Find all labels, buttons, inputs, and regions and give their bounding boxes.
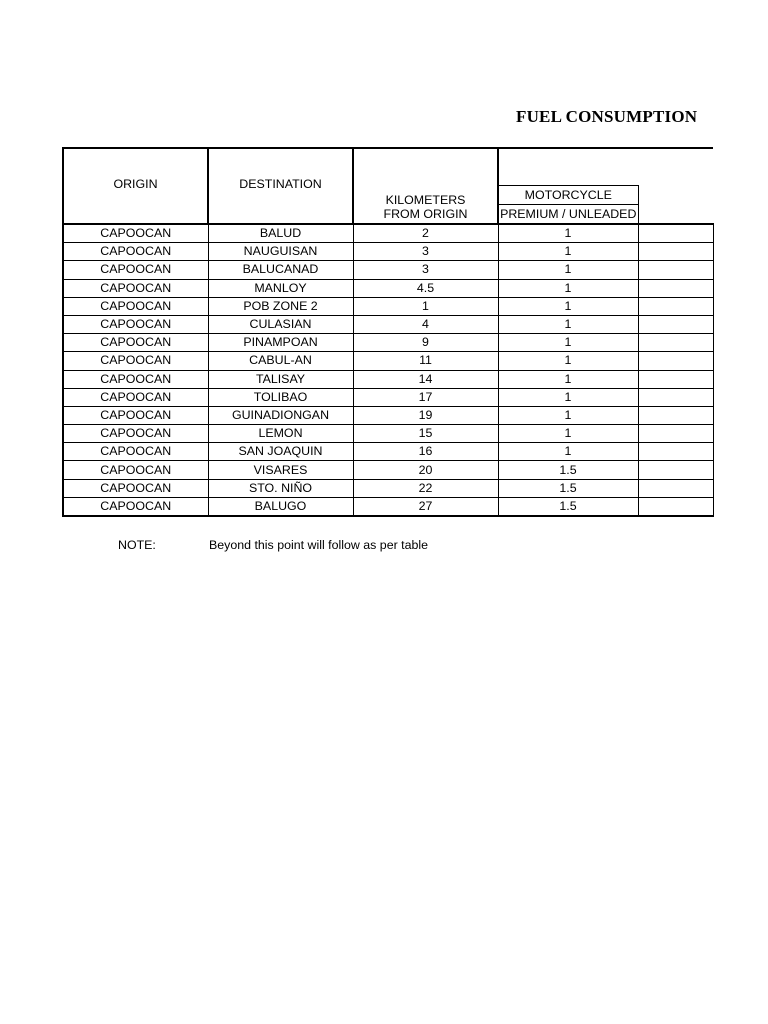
cell-motorcycle: 1	[498, 370, 638, 388]
cell-destination: LEMON	[208, 425, 353, 443]
cell-origin: CAPOOCAN	[63, 388, 208, 406]
cell-next-vehicle	[638, 315, 713, 333]
cell-motorcycle: 1	[498, 279, 638, 297]
cell-next-vehicle	[638, 443, 713, 461]
cell-kilometers: 19	[353, 406, 498, 424]
cell-origin: CAPOOCAN	[63, 443, 208, 461]
cell-next-vehicle	[638, 479, 713, 497]
cell-destination: POB ZONE 2	[208, 297, 353, 315]
cell-motorcycle: 1	[498, 406, 638, 424]
table-row	[63, 461, 713, 479]
header-fuel-type: PREMIUM / UNLEADED	[498, 205, 638, 225]
cell-kilometers: 9	[353, 334, 498, 352]
header-motorcycle: MOTORCYCLE	[498, 186, 638, 205]
cell-origin: CAPOOCAN	[63, 461, 208, 479]
cell-origin: CAPOOCAN	[63, 370, 208, 388]
cell-next-vehicle	[638, 334, 713, 352]
cell-origin: CAPOOCAN	[63, 334, 208, 352]
fuel-consumption-table	[62, 147, 714, 517]
cell-motorcycle: 1	[498, 352, 638, 370]
cell-next-vehicle	[638, 461, 713, 479]
cell-origin: CAPOOCAN	[63, 425, 208, 443]
cell-motorcycle: 1	[498, 388, 638, 406]
cell-motorcycle: 1	[498, 297, 638, 315]
cell-motorcycle: 1	[498, 315, 638, 333]
cell-next-vehicle	[638, 224, 713, 243]
cell-destination: NAUGUISAN	[208, 243, 353, 261]
cell-motorcycle: 1	[498, 334, 638, 352]
cell-motorcycle: 1	[498, 261, 638, 279]
cell-origin: CAPOOCAN	[63, 352, 208, 370]
note-label: NOTE:	[118, 538, 156, 552]
header-next-fuel-type	[638, 205, 713, 225]
note-text: Beyond this point will follow as per table	[209, 538, 429, 552]
cell-destination: BALUCANAD	[208, 261, 353, 279]
cell-destination: BALUD	[208, 224, 353, 243]
table-row	[63, 406, 713, 424]
cell-next-vehicle	[638, 370, 713, 388]
cell-destination: STO. NIÑO	[208, 479, 353, 497]
cell-next-vehicle	[638, 406, 713, 424]
cell-destination: CULASIAN	[208, 315, 353, 333]
cell-origin: CAPOOCAN	[63, 479, 208, 497]
cell-kilometers: 1	[353, 297, 498, 315]
table-row	[63, 224, 713, 243]
cell-next-vehicle	[638, 425, 713, 443]
table-row	[63, 261, 713, 279]
cell-kilometers: 27	[353, 497, 498, 516]
header-next-vehicle	[638, 186, 713, 205]
cell-kilometers: 4.5	[353, 279, 498, 297]
cell-motorcycle: 1	[498, 443, 638, 461]
cell-kilometers: 14	[353, 370, 498, 388]
cell-destination: GUINADIONGAN	[208, 406, 353, 424]
cell-destination: MANLOY	[208, 279, 353, 297]
fuel-table-viewport	[62, 147, 639, 521]
table-row	[63, 352, 713, 370]
cell-origin: CAPOOCAN	[63, 315, 208, 333]
page-title: FUEL CONSUMPTION	[516, 107, 698, 126]
cell-destination: TALISAY	[208, 370, 353, 388]
cell-destination: PINAMPOAN	[208, 334, 353, 352]
table-row	[63, 334, 713, 352]
header-destination: DESTINATION	[208, 148, 353, 224]
cell-kilometers: 20	[353, 461, 498, 479]
cell-next-vehicle	[638, 279, 713, 297]
table-row	[63, 279, 713, 297]
cell-origin: CAPOOCAN	[63, 406, 208, 424]
cell-kilometers: 17	[353, 388, 498, 406]
cell-origin: CAPOOCAN	[63, 224, 208, 243]
cell-kilometers: 16	[353, 443, 498, 461]
header-origin: ORIGIN	[63, 148, 208, 224]
cell-origin: CAPOOCAN	[63, 243, 208, 261]
cell-next-vehicle	[638, 261, 713, 279]
cell-kilometers: 3	[353, 261, 498, 279]
cell-next-vehicle	[638, 243, 713, 261]
cell-motorcycle: 1	[498, 224, 638, 243]
cell-destination: BALUGO	[208, 497, 353, 516]
cell-next-vehicle	[638, 388, 713, 406]
header-kilometers: KILOMETERS FROM ORIGIN	[353, 148, 498, 224]
cell-next-vehicle	[638, 497, 713, 516]
cell-kilometers: 15	[353, 425, 498, 443]
table-row	[63, 370, 713, 388]
cell-origin: CAPOOCAN	[63, 279, 208, 297]
cell-origin: CAPOOCAN	[63, 261, 208, 279]
cell-kilometers: 4	[353, 315, 498, 333]
cell-destination: VISARES	[208, 461, 353, 479]
cell-motorcycle: 1.5	[498, 461, 638, 479]
cell-kilometers: 2	[353, 224, 498, 243]
table-row	[63, 497, 713, 516]
cell-kilometers: 3	[353, 243, 498, 261]
table-row	[63, 425, 713, 443]
table-row	[63, 297, 713, 315]
cell-kilometers: 22	[353, 479, 498, 497]
table-row	[63, 388, 713, 406]
cell-motorcycle: 1	[498, 425, 638, 443]
cell-motorcycle: 1.5	[498, 497, 638, 516]
table-row	[63, 243, 713, 261]
table-row	[63, 443, 713, 461]
table-row	[63, 479, 713, 497]
cell-destination: TOLIBAO	[208, 388, 353, 406]
cell-next-vehicle	[638, 352, 713, 370]
cell-destination: SAN JOAQUIN	[208, 443, 353, 461]
table-row	[63, 315, 713, 333]
cell-origin: CAPOOCAN	[63, 297, 208, 315]
cell-destination: CABUL-AN	[208, 352, 353, 370]
cell-motorcycle: 1.5	[498, 479, 638, 497]
header-vehicle-group	[498, 148, 713, 186]
cell-kilometers: 11	[353, 352, 498, 370]
cell-origin: CAPOOCAN	[63, 497, 208, 516]
cell-next-vehicle	[638, 297, 713, 315]
cell-motorcycle: 1	[498, 243, 638, 261]
